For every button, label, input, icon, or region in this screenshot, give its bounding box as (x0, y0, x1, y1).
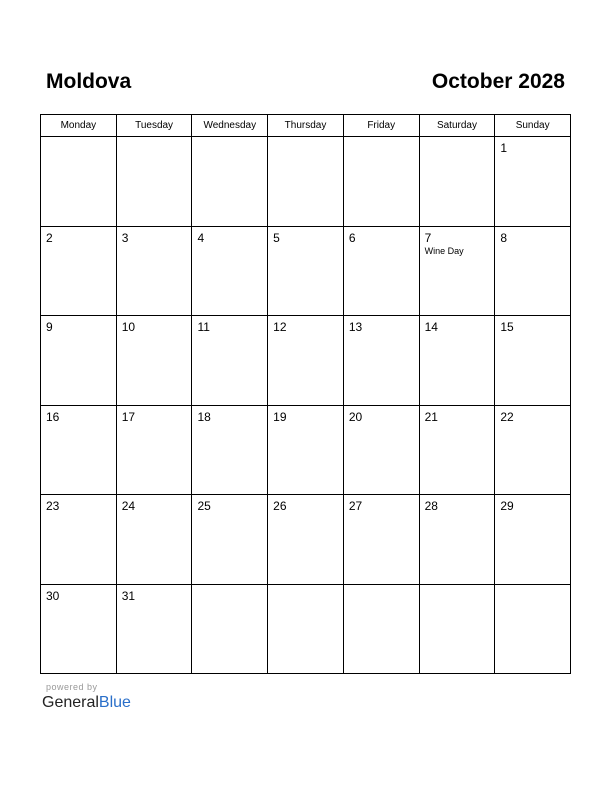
day-cell (117, 585, 193, 674)
day-cell (192, 585, 268, 674)
day-number: 7 (424, 230, 432, 245)
day-cell (41, 137, 117, 226)
day-cell (192, 316, 268, 405)
day-cell (41, 585, 117, 674)
day-cell (344, 585, 420, 674)
day-cell (41, 227, 117, 316)
day-number: 11 (197, 320, 210, 334)
day-number: 5 (273, 230, 280, 245)
day-cell (420, 585, 496, 674)
weekday-header: Sunday (515, 120, 550, 131)
day-cell (41, 316, 117, 405)
country-title: Moldova (46, 70, 132, 93)
day-cell (344, 227, 420, 316)
day-number: 14 (424, 320, 438, 334)
day-number: 21 (424, 409, 438, 424)
day-cell (420, 316, 496, 405)
day-number: 31 (121, 588, 136, 603)
day-cell (192, 495, 268, 584)
week-row (41, 316, 570, 406)
day-cell (268, 316, 344, 405)
day-cell (495, 495, 570, 584)
day-cell (117, 495, 193, 584)
logo-blue-text: Blue (98, 694, 131, 711)
day-cell (495, 227, 570, 316)
week-row (41, 585, 570, 674)
holiday-label: Wine Day (424, 245, 464, 256)
day-number: 26 (273, 499, 287, 513)
day-number: 15 (500, 320, 514, 334)
day-cell (344, 495, 420, 584)
weeks-container (41, 137, 570, 673)
day-cell (420, 495, 496, 584)
powered-by-text: powered by (46, 682, 98, 692)
week-row (41, 227, 570, 317)
day-cell (495, 585, 570, 674)
day-cell (268, 406, 344, 495)
day-cell (420, 137, 496, 226)
weekday-header: Tuesday (117, 115, 193, 136)
day-number: 10 (121, 320, 136, 334)
day-number: 17 (121, 409, 136, 424)
day-cell (268, 137, 344, 226)
day-cell (41, 406, 117, 495)
day-number: 29 (500, 499, 514, 513)
day-number: 13 (348, 320, 363, 334)
weekday-header-row (41, 115, 570, 137)
day-number: 8 (500, 230, 507, 245)
generalblue-logo[interactable] (42, 694, 131, 712)
day-cell (41, 495, 117, 584)
day-number: 9 (46, 320, 53, 334)
day-cell (192, 137, 268, 226)
day-number: 2 (46, 230, 53, 245)
day-cell (117, 227, 193, 316)
day-number: 20 (348, 409, 363, 424)
day-cell (117, 406, 193, 495)
weekday-header: Wednesday (192, 115, 268, 136)
day-cell (495, 406, 570, 495)
weekday-header: Saturday (420, 115, 496, 136)
day-number: 27 (348, 499, 363, 513)
day-cell (268, 495, 344, 584)
weekday-header: Monday (41, 115, 117, 136)
logo-general-text: General (42, 694, 99, 711)
day-cell (495, 137, 570, 226)
day-number: 23 (46, 499, 60, 513)
day-number: 22 (500, 409, 514, 424)
day-number: 25 (197, 499, 211, 513)
day-number: 1 (500, 141, 507, 155)
day-number: 4 (197, 230, 205, 245)
day-number: 18 (197, 409, 211, 424)
month-year-title: October 2028 (431, 70, 565, 93)
calendar-grid (40, 114, 571, 674)
day-cell (344, 316, 420, 405)
day-cell (495, 316, 570, 405)
day-number: 12 (273, 320, 287, 334)
week-row (41, 406, 570, 496)
day-cell (344, 406, 420, 495)
day-cell-holiday (420, 227, 496, 316)
day-cell (268, 585, 344, 674)
day-cell (192, 406, 268, 495)
weekday-header: Thursday (268, 115, 344, 136)
day-cell (420, 406, 496, 495)
day-cell (117, 316, 193, 405)
day-number: 6 (348, 230, 356, 245)
day-cell (192, 227, 268, 316)
day-number: 24 (121, 499, 136, 513)
day-number: 3 (121, 230, 129, 245)
day-cell (268, 227, 344, 316)
day-number: 19 (273, 409, 287, 424)
day-number: 28 (424, 499, 438, 513)
week-row (41, 137, 570, 227)
day-number: 16 (46, 409, 60, 424)
day-number: 30 (46, 588, 60, 603)
weekday-header: Friday (344, 115, 420, 136)
week-row (41, 495, 570, 585)
day-cell (117, 137, 193, 226)
day-cell (344, 137, 420, 226)
